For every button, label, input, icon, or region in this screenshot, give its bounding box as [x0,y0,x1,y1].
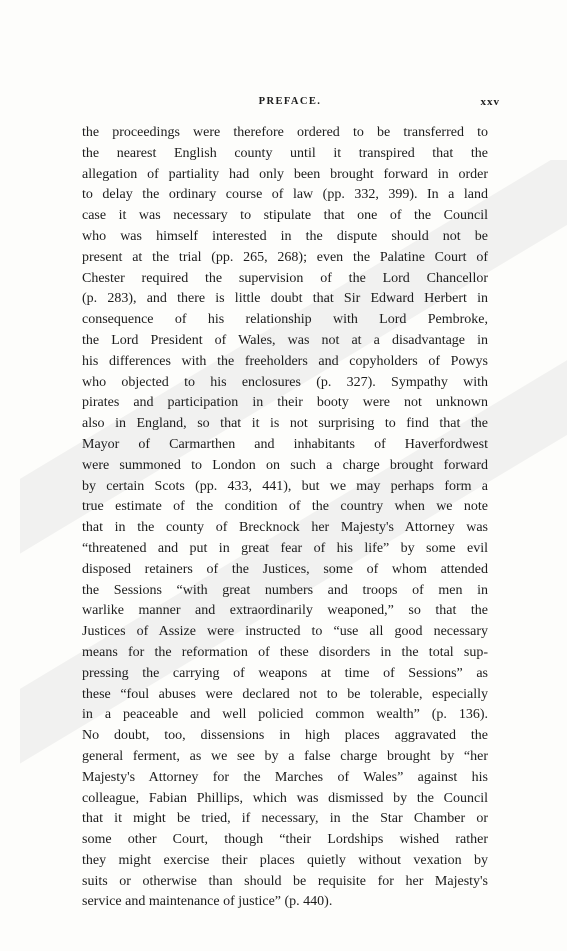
text-line: his differences with the freeholders and copyholders of Powys [82,353,488,369]
text-line: Mayor of Carmarthen and inhabitants of Haverfordwest [82,436,488,452]
text-line: the Sessions “with great numbers and troops of men in [82,582,488,598]
body-paragraph [82,123,488,913]
text-line: true estimate of the condition of the country when we note [82,499,488,515]
text-line: who objected to his enclosures (p. 327). Sympathy with [82,374,488,390]
text-line: colleague, Fabian Phillips, which was dismissed by the Council [82,790,488,806]
text-line: to delay the ordinary course of law (pp. 332, 399). In a land [82,187,488,203]
text-line: pirates and participation in their booty were not unknown [82,395,488,411]
text-line: the proceedings were therefore ordered to be transferred to [82,125,488,140]
text-line: (p. 283), and there is little doubt that Sir Edward Herbert in [82,291,488,307]
text-line: allegation of partiality had only been brought forward in order [82,166,488,182]
text-line: were summoned to London on such a charge brought forward [82,457,488,473]
text-line: present at the trial (pp. 265, 268); even the Palatine Court of [82,249,488,265]
text-line: pressing the carrying of weapons at time of Sessions” as [82,665,488,681]
text-line: that in the county of Brecknock her Majesty's Attorney was [82,520,488,536]
text-line: “threatened and put in great fear of his life” by some evil [82,540,488,556]
text-line: these “foul abuses were declared not to be tolerable, especially [82,686,488,702]
text-line: they might exercise their places quietly without vexation by [82,852,488,868]
running-head [80,96,500,112]
page-number: xxv [480,96,500,108]
text-line: some other Court, though “their Lordships wished rather [82,832,488,848]
text-line: consequence of his relationship with Lord Pembroke, [82,312,488,328]
text-line: suits or otherwise than should be requisite for her Majesty's [82,873,488,889]
text-line: in a peaceable and well policied common wealth” (p. 136). [82,707,488,723]
text-line: Justices of Assize were instructed to “use all good necessary [82,624,488,640]
text-line: the nearest English county until it transpired that the [82,145,488,161]
text-line: that it might be tried, if necessary, in the Star Chamber or [82,811,488,827]
running-title: PREFACE. [258,96,322,107]
text-line: disposed retainers of the Justices, some of whom attended [82,561,488,577]
text-line: also in England, so that it is not surprising to find that the [82,416,488,432]
text-line: general ferment, as we see by a false charge brought by “her [82,748,488,764]
text-line: No doubt, too, dissensions in high places aggravated the [82,728,488,744]
text-line: by certain Scots (pp. 433, 441), but we may perhaps form a [82,478,488,494]
text-line: Majesty's Attorney for the Marches of Wales” against his [82,769,488,785]
text-line: Chester required the supervision of the Lord Chancellor [82,270,488,286]
text-line: service and maintenance of justice” (p. 440). [82,894,333,910]
text-line: case it was necessary to stipulate that one of the Council [82,208,488,224]
text-line: the Lord President of Wales, was not at a disadvantage in [82,332,488,348]
text-line: who was himself interested in the dispute should not be [82,228,488,244]
text-line: warlike manner and extraordinarily weaponed,” so that the [82,603,488,619]
text-line: means for the reformation of these disorders in the total sup- [82,644,488,660]
